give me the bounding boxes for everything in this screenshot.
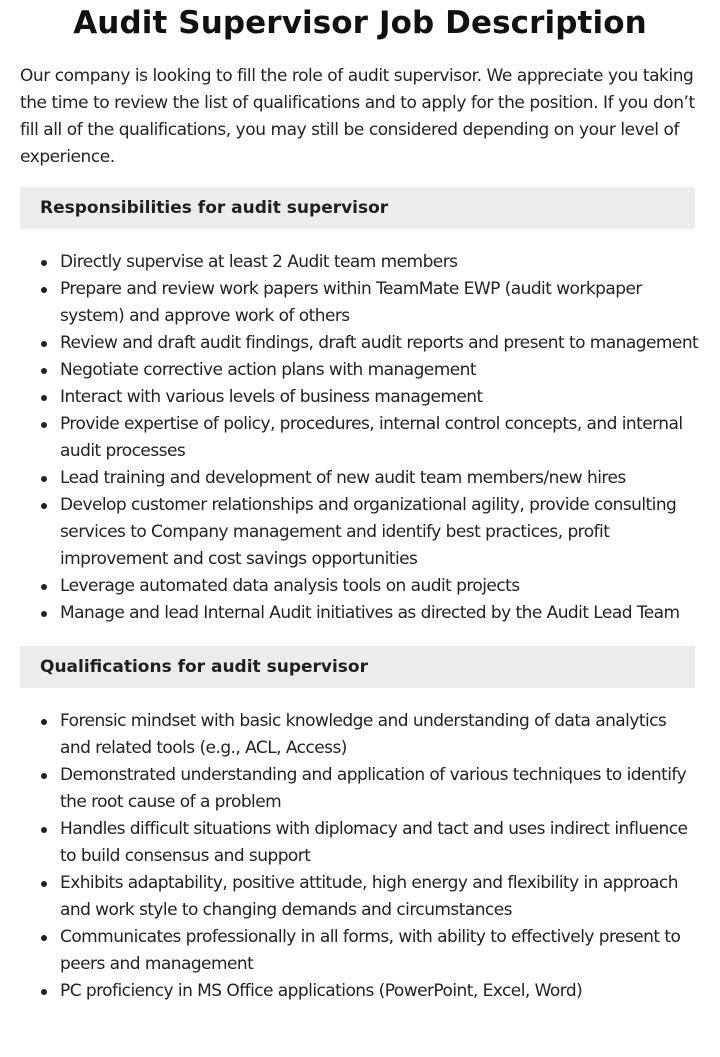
responsibility-item: Review and draft audit findings, draft audit reports and present to management bbox=[60, 330, 700, 357]
qualification-item: Handles difficult situations with diplomacy and tact and uses indirect influence to build consensus and support bbox=[60, 816, 700, 870]
qualification-item: Exhibits adaptability, positive attitude, high energy and flexibility in approach and work style to changing demands and circumstances bbox=[60, 870, 700, 924]
responsibility-item: Interact with various levels of business management bbox=[60, 384, 700, 411]
responsibility-item: Lead training and development of new audit team members/new hires bbox=[60, 465, 700, 492]
responsibility-item: Prepare and review work papers within TeamMate EWP (audit workpaper system) and approve work of others bbox=[60, 276, 700, 330]
responsibility-item: Leverage automated data analysis tools on audit projects bbox=[60, 573, 700, 600]
responsibilities-heading: Responsibilities for audit supervisor bbox=[20, 187, 695, 229]
responsibility-item: Develop customer relationships and organizational agility, provide consulting services to Company management and identify best practices, profit improvement and cost savings opportunities bbox=[60, 492, 700, 573]
responsibility-item: Manage and lead Internal Audit initiatives as directed by the Audit Lead Team bbox=[60, 600, 700, 627]
responsibility-item: Provide expertise of policy, procedures, internal control concepts, and internal audit processes bbox=[60, 411, 700, 465]
qualification-item: Demonstrated understanding and application of various techniques to identify the root cause of a problem bbox=[60, 762, 700, 816]
responsibilities-list bbox=[20, 249, 700, 627]
qualification-item: Forensic mindset with basic knowledge and understanding of data analytics and related tools (e.g., ACL, Access) bbox=[60, 708, 700, 762]
responsibility-item: Directly supervise at least 2 Audit team members bbox=[60, 249, 700, 276]
intro-paragraph: Our company is looking to fill the role of audit supervisor. We appreciate you taking the time to review the list of qualifications and to apply for the position. If you don’t fill all of the qualifications, you may still be considered depending on your level of experience. bbox=[20, 66, 695, 167]
qualifications-list bbox=[20, 708, 700, 1005]
responsibility-item: Negotiate corrective action plans with management bbox=[60, 357, 700, 384]
qualifications-heading: Qualifications for audit supervisor bbox=[20, 646, 695, 688]
page-title: Audit Supervisor Job Description bbox=[73, 5, 647, 41]
qualification-item: PC proficiency in MS Office applications (PowerPoint, Excel, Word) bbox=[60, 978, 700, 1005]
qualification-item: Communicates professionally in all forms, with ability to effectively present to peers and management bbox=[60, 924, 700, 978]
